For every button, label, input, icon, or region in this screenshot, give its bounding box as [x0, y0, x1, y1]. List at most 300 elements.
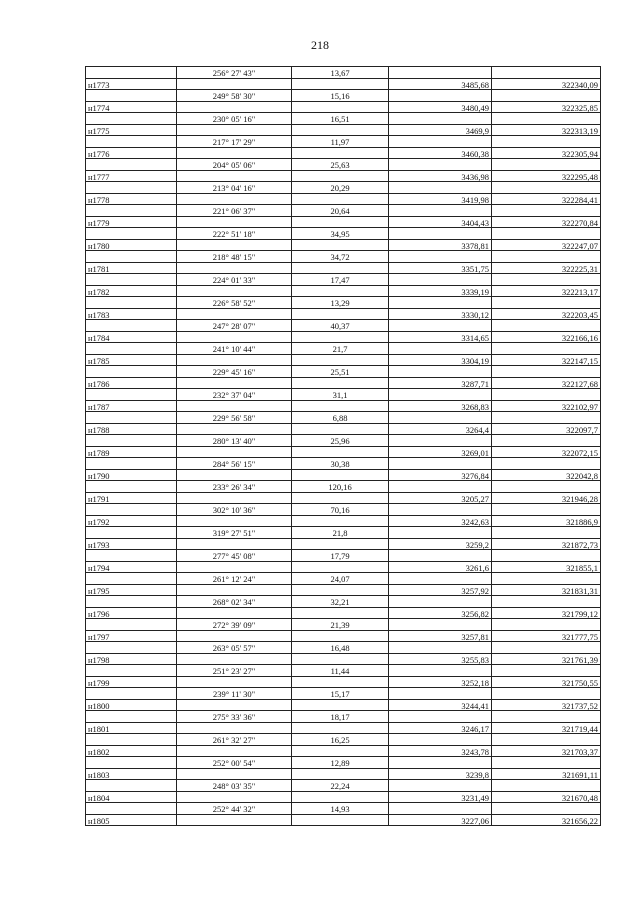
- table-row: [86, 343, 601, 355]
- y-coordinate-cell: [492, 619, 601, 631]
- y-coordinate-cell: 321691,11: [492, 768, 601, 780]
- table-row: [86, 308, 601, 320]
- y-coordinate-cell: [492, 343, 601, 355]
- table-row: [86, 676, 601, 688]
- distance-cell: [292, 791, 389, 803]
- point-cell: [86, 136, 177, 148]
- distance-cell: [292, 101, 389, 113]
- y-coordinate-cell: [492, 642, 601, 654]
- x-coordinate-cell: [389, 389, 492, 401]
- distance-cell: [292, 216, 389, 228]
- table-row: [86, 331, 601, 343]
- angle-cell: 239° 11' 30": [177, 688, 292, 700]
- distance-cell: 11,97: [292, 136, 389, 148]
- angle-cell: [177, 538, 292, 550]
- distance-cell: 21,8: [292, 527, 389, 539]
- table-row: [86, 573, 601, 585]
- point-cell: [86, 780, 177, 792]
- distance-cell: [292, 124, 389, 136]
- x-coordinate-cell: [389, 619, 492, 631]
- x-coordinate-cell: [389, 504, 492, 516]
- y-coordinate-cell: [492, 803, 601, 815]
- angle-cell: [177, 377, 292, 389]
- table-row: [86, 159, 601, 171]
- y-coordinate-cell: [492, 389, 601, 401]
- x-coordinate-cell: [389, 757, 492, 769]
- x-coordinate-cell: 3257,92: [389, 584, 492, 596]
- y-coordinate-cell: 321855,1: [492, 561, 601, 573]
- angle-cell: [177, 814, 292, 826]
- distance-cell: [292, 515, 389, 527]
- x-coordinate-cell: 3378,81: [389, 239, 492, 251]
- point-cell: [86, 688, 177, 700]
- x-coordinate-cell: [389, 734, 492, 746]
- table-row: [86, 527, 601, 539]
- point-cell: [86, 458, 177, 470]
- angle-cell: [177, 515, 292, 527]
- angle-cell: [177, 676, 292, 688]
- angle-cell: 252° 00' 54": [177, 757, 292, 769]
- y-coordinate-cell: 321703,37: [492, 745, 601, 757]
- point-cell: н1788: [86, 423, 177, 435]
- distance-cell: 24,07: [292, 573, 389, 585]
- point-cell: н1795: [86, 584, 177, 596]
- angle-cell: 261° 12' 24": [177, 573, 292, 585]
- y-coordinate-cell: 322102,97: [492, 400, 601, 412]
- y-coordinate-cell: 322225,31: [492, 262, 601, 274]
- x-coordinate-cell: 3259,2: [389, 538, 492, 550]
- point-cell: [86, 527, 177, 539]
- angle-cell: 213° 04' 16": [177, 182, 292, 194]
- x-coordinate-cell: 3261,6: [389, 561, 492, 573]
- point-cell: [86, 90, 177, 102]
- x-coordinate-cell: 3276,84: [389, 469, 492, 481]
- x-coordinate-cell: 3227,06: [389, 814, 492, 826]
- angle-cell: 230° 05' 16": [177, 113, 292, 125]
- table-row: [86, 584, 601, 596]
- y-coordinate-cell: 321656,22: [492, 814, 601, 826]
- x-coordinate-cell: 3419,98: [389, 193, 492, 205]
- x-coordinate-cell: [389, 527, 492, 539]
- distance-cell: 16,48: [292, 642, 389, 654]
- angle-cell: 221° 06' 37": [177, 205, 292, 217]
- y-coordinate-cell: [492, 504, 601, 516]
- angle-cell: [177, 101, 292, 113]
- distance-cell: 17,79: [292, 550, 389, 562]
- y-coordinate-cell: [492, 757, 601, 769]
- table-row: [86, 711, 601, 723]
- angle-cell: [177, 400, 292, 412]
- point-cell: [86, 504, 177, 516]
- table-row: [86, 320, 601, 332]
- angle-cell: 224° 01' 33": [177, 274, 292, 286]
- x-coordinate-cell: [389, 665, 492, 677]
- table-row: [86, 182, 601, 194]
- point-cell: [86, 182, 177, 194]
- point-cell: н1785: [86, 354, 177, 366]
- point-cell: н1801: [86, 722, 177, 734]
- table-row: [86, 67, 601, 79]
- x-coordinate-cell: 3404,43: [389, 216, 492, 228]
- distance-cell: 21,7: [292, 343, 389, 355]
- x-coordinate-cell: [389, 320, 492, 332]
- y-coordinate-cell: 321750,55: [492, 676, 601, 688]
- y-coordinate-cell: 322042,8: [492, 469, 601, 481]
- angle-cell: 217° 17' 29": [177, 136, 292, 148]
- table-row: [86, 389, 601, 401]
- y-coordinate-cell: [492, 205, 601, 217]
- table-row: [86, 458, 601, 470]
- y-coordinate-cell: [492, 136, 601, 148]
- angle-cell: [177, 78, 292, 90]
- table-row: [86, 78, 601, 90]
- distance-cell: [292, 538, 389, 550]
- x-coordinate-cell: [389, 205, 492, 217]
- coordinates-table: [85, 66, 601, 826]
- x-coordinate-cell: 3239,8: [389, 768, 492, 780]
- distance-cell: 20,64: [292, 205, 389, 217]
- point-cell: н1780: [86, 239, 177, 251]
- table-row: [86, 251, 601, 263]
- distance-cell: 21,39: [292, 619, 389, 631]
- point-cell: [86, 573, 177, 585]
- table-row: [86, 262, 601, 274]
- y-coordinate-cell: [492, 688, 601, 700]
- y-coordinate-cell: 321831,31: [492, 584, 601, 596]
- table-row: [86, 136, 601, 148]
- angle-cell: 232° 37' 04": [177, 389, 292, 401]
- table-row: [86, 423, 601, 435]
- angle-cell: 251° 23' 27": [177, 665, 292, 677]
- point-cell: [86, 389, 177, 401]
- angle-cell: 204° 05' 06": [177, 159, 292, 171]
- x-coordinate-cell: [389, 435, 492, 447]
- distance-cell: 22,24: [292, 780, 389, 792]
- table-row: [86, 90, 601, 102]
- point-cell: н1786: [86, 377, 177, 389]
- x-coordinate-cell: 3485,68: [389, 78, 492, 90]
- angle-cell: 284° 56' 15": [177, 458, 292, 470]
- x-coordinate-cell: 3268,83: [389, 400, 492, 412]
- distance-cell: 16,51: [292, 113, 389, 125]
- point-cell: [86, 619, 177, 631]
- distance-cell: 13,67: [292, 67, 389, 79]
- point-cell: [86, 113, 177, 125]
- y-coordinate-cell: [492, 274, 601, 286]
- point-cell: н1803: [86, 768, 177, 780]
- point-cell: [86, 550, 177, 562]
- point-cell: н1787: [86, 400, 177, 412]
- distance-cell: 15,16: [292, 90, 389, 102]
- y-coordinate-cell: [492, 550, 601, 562]
- x-coordinate-cell: 3436,98: [389, 170, 492, 182]
- table-row: [86, 550, 601, 562]
- angle-cell: [177, 216, 292, 228]
- angle-cell: 302° 10' 36": [177, 504, 292, 516]
- point-cell: [86, 343, 177, 355]
- coordinates-table-body: [86, 67, 601, 826]
- table-row: [86, 469, 601, 481]
- x-coordinate-cell: [389, 458, 492, 470]
- angle-cell: 319° 27' 51": [177, 527, 292, 539]
- table-row: [86, 446, 601, 458]
- distance-cell: 25,96: [292, 435, 389, 447]
- point-cell: н1802: [86, 745, 177, 757]
- angle-cell: [177, 584, 292, 596]
- y-coordinate-cell: 322072,15: [492, 446, 601, 458]
- distance-cell: [292, 676, 389, 688]
- x-coordinate-cell: [389, 642, 492, 654]
- x-coordinate-cell: [389, 136, 492, 148]
- y-coordinate-cell: 321946,28: [492, 492, 601, 504]
- y-coordinate-cell: 322247,07: [492, 239, 601, 251]
- point-cell: н1778: [86, 193, 177, 205]
- point-cell: н1799: [86, 676, 177, 688]
- y-coordinate-cell: 321737,52: [492, 699, 601, 711]
- x-coordinate-cell: 3460,38: [389, 147, 492, 159]
- table-row: [86, 630, 601, 642]
- x-coordinate-cell: [389, 573, 492, 585]
- y-coordinate-cell: 322166,16: [492, 331, 601, 343]
- point-cell: н1805: [86, 814, 177, 826]
- point-cell: н1775: [86, 124, 177, 136]
- table-row: [86, 596, 601, 608]
- distance-cell: [292, 630, 389, 642]
- distance-cell: 25,51: [292, 366, 389, 378]
- x-coordinate-cell: [389, 297, 492, 309]
- x-coordinate-cell: [389, 90, 492, 102]
- angle-cell: [177, 308, 292, 320]
- x-coordinate-cell: 3469,9: [389, 124, 492, 136]
- x-coordinate-cell: 3246,17: [389, 722, 492, 734]
- distance-cell: [292, 285, 389, 297]
- x-coordinate-cell: [389, 596, 492, 608]
- angle-cell: 261° 32' 27": [177, 734, 292, 746]
- distance-cell: [292, 745, 389, 757]
- distance-cell: [292, 308, 389, 320]
- angle-cell: 280° 13' 40": [177, 435, 292, 447]
- angle-cell: 241° 10' 44": [177, 343, 292, 355]
- angle-cell: 249° 58' 30": [177, 90, 292, 102]
- point-cell: н1791: [86, 492, 177, 504]
- point-cell: н1777: [86, 170, 177, 182]
- distance-cell: [292, 354, 389, 366]
- x-coordinate-cell: 3339,19: [389, 285, 492, 297]
- distance-cell: 17,47: [292, 274, 389, 286]
- y-coordinate-cell: [492, 412, 601, 424]
- table-row: [86, 653, 601, 665]
- x-coordinate-cell: 3256,82: [389, 607, 492, 619]
- angle-cell: 277° 45' 08": [177, 550, 292, 562]
- table-row: [86, 297, 601, 309]
- angle-cell: 226° 58' 52": [177, 297, 292, 309]
- x-coordinate-cell: 3252,18: [389, 676, 492, 688]
- y-coordinate-cell: [492, 711, 601, 723]
- point-cell: [86, 297, 177, 309]
- point-cell: н1781: [86, 262, 177, 274]
- distance-cell: 32,21: [292, 596, 389, 608]
- x-coordinate-cell: [389, 113, 492, 125]
- x-coordinate-cell: 3314,65: [389, 331, 492, 343]
- y-coordinate-cell: 321799,12: [492, 607, 601, 619]
- distance-cell: [292, 492, 389, 504]
- angle-cell: 272° 39' 09": [177, 619, 292, 631]
- distance-cell: [292, 262, 389, 274]
- distance-cell: 31,1: [292, 389, 389, 401]
- table-row: [86, 642, 601, 654]
- distance-cell: [292, 423, 389, 435]
- y-coordinate-cell: [492, 297, 601, 309]
- distance-cell: [292, 699, 389, 711]
- distance-cell: [292, 446, 389, 458]
- y-coordinate-cell: [492, 435, 601, 447]
- x-coordinate-cell: [389, 550, 492, 562]
- table-row: [86, 216, 601, 228]
- distance-cell: 15,17: [292, 688, 389, 700]
- distance-cell: 12,89: [292, 757, 389, 769]
- table-row: [86, 515, 601, 527]
- x-coordinate-cell: [389, 780, 492, 792]
- y-coordinate-cell: 321761,39: [492, 653, 601, 665]
- y-coordinate-cell: [492, 182, 601, 194]
- y-coordinate-cell: 321670,48: [492, 791, 601, 803]
- table-row: [86, 538, 601, 550]
- table-row: [86, 205, 601, 217]
- angle-cell: [177, 561, 292, 573]
- point-cell: [86, 481, 177, 493]
- point-cell: н1800: [86, 699, 177, 711]
- x-coordinate-cell: 3243,78: [389, 745, 492, 757]
- distance-cell: 25,63: [292, 159, 389, 171]
- table-row: [86, 354, 601, 366]
- table-row: [86, 285, 601, 297]
- point-cell: [86, 251, 177, 263]
- point-cell: [86, 67, 177, 79]
- distance-cell: [292, 147, 389, 159]
- point-cell: н1783: [86, 308, 177, 320]
- distance-cell: [292, 561, 389, 573]
- angle-cell: [177, 331, 292, 343]
- table-row: [86, 101, 601, 113]
- x-coordinate-cell: 3330,12: [389, 308, 492, 320]
- y-coordinate-cell: 322147,15: [492, 354, 601, 366]
- y-coordinate-cell: [492, 665, 601, 677]
- point-cell: н1790: [86, 469, 177, 481]
- angle-cell: [177, 745, 292, 757]
- distance-cell: [292, 768, 389, 780]
- table-row: [86, 124, 601, 136]
- angle-cell: [177, 285, 292, 297]
- point-cell: н1792: [86, 515, 177, 527]
- point-cell: [86, 665, 177, 677]
- distance-cell: 120,16: [292, 481, 389, 493]
- angle-cell: 247° 28' 07": [177, 320, 292, 332]
- table-row: [86, 665, 601, 677]
- angle-cell: [177, 446, 292, 458]
- y-coordinate-cell: 322340,09: [492, 78, 601, 90]
- table-row: [86, 435, 601, 447]
- table-row: [86, 791, 601, 803]
- y-coordinate-cell: [492, 159, 601, 171]
- point-cell: [86, 757, 177, 769]
- distance-cell: [292, 814, 389, 826]
- distance-cell: 34,95: [292, 228, 389, 240]
- y-coordinate-cell: 322127,68: [492, 377, 601, 389]
- distance-cell: [292, 331, 389, 343]
- point-cell: [86, 320, 177, 332]
- distance-cell: 34,72: [292, 251, 389, 263]
- distance-cell: [292, 469, 389, 481]
- point-cell: н1798: [86, 653, 177, 665]
- table-row: [86, 228, 601, 240]
- x-coordinate-cell: 3351,75: [389, 262, 492, 274]
- x-coordinate-cell: [389, 251, 492, 263]
- y-coordinate-cell: [492, 228, 601, 240]
- y-coordinate-cell: [492, 366, 601, 378]
- distance-cell: 30,38: [292, 458, 389, 470]
- y-coordinate-cell: [492, 458, 601, 470]
- angle-cell: [177, 147, 292, 159]
- table-row: [86, 492, 601, 504]
- point-cell: н1797: [86, 630, 177, 642]
- y-coordinate-cell: [492, 113, 601, 125]
- angle-cell: [177, 722, 292, 734]
- x-coordinate-cell: [389, 182, 492, 194]
- x-coordinate-cell: 3244,41: [389, 699, 492, 711]
- table-row: [86, 377, 601, 389]
- angle-cell: 218° 48' 15": [177, 251, 292, 263]
- table-row: [86, 699, 601, 711]
- y-coordinate-cell: [492, 251, 601, 263]
- point-cell: н1774: [86, 101, 177, 113]
- y-coordinate-cell: 321777,75: [492, 630, 601, 642]
- table-row: [86, 274, 601, 286]
- table-row: [86, 814, 601, 826]
- point-cell: [86, 803, 177, 815]
- distance-cell: 6,88: [292, 412, 389, 424]
- y-coordinate-cell: 322284,41: [492, 193, 601, 205]
- point-cell: н1779: [86, 216, 177, 228]
- x-coordinate-cell: 3205,27: [389, 492, 492, 504]
- table-row: [86, 113, 601, 125]
- y-coordinate-cell: [492, 573, 601, 585]
- point-cell: [86, 734, 177, 746]
- point-cell: [86, 274, 177, 286]
- table-row: [86, 193, 601, 205]
- distance-cell: [292, 722, 389, 734]
- angle-cell: 222° 51' 18": [177, 228, 292, 240]
- y-coordinate-cell: 321886,9: [492, 515, 601, 527]
- angle-cell: 229° 56' 58": [177, 412, 292, 424]
- angle-cell: [177, 423, 292, 435]
- distance-cell: [292, 377, 389, 389]
- x-coordinate-cell: [389, 274, 492, 286]
- y-coordinate-cell: 322213,17: [492, 285, 601, 297]
- y-coordinate-cell: 322203,45: [492, 308, 601, 320]
- page-number: 218: [311, 38, 329, 52]
- x-coordinate-cell: [389, 343, 492, 355]
- table-row: [86, 803, 601, 815]
- angle-cell: [177, 469, 292, 481]
- table-row: [86, 745, 601, 757]
- x-coordinate-cell: 3480,49: [389, 101, 492, 113]
- table-row: [86, 239, 601, 251]
- table-row: [86, 607, 601, 619]
- point-cell: [86, 205, 177, 217]
- distance-cell: 18,17: [292, 711, 389, 723]
- point-cell: [86, 228, 177, 240]
- x-coordinate-cell: [389, 412, 492, 424]
